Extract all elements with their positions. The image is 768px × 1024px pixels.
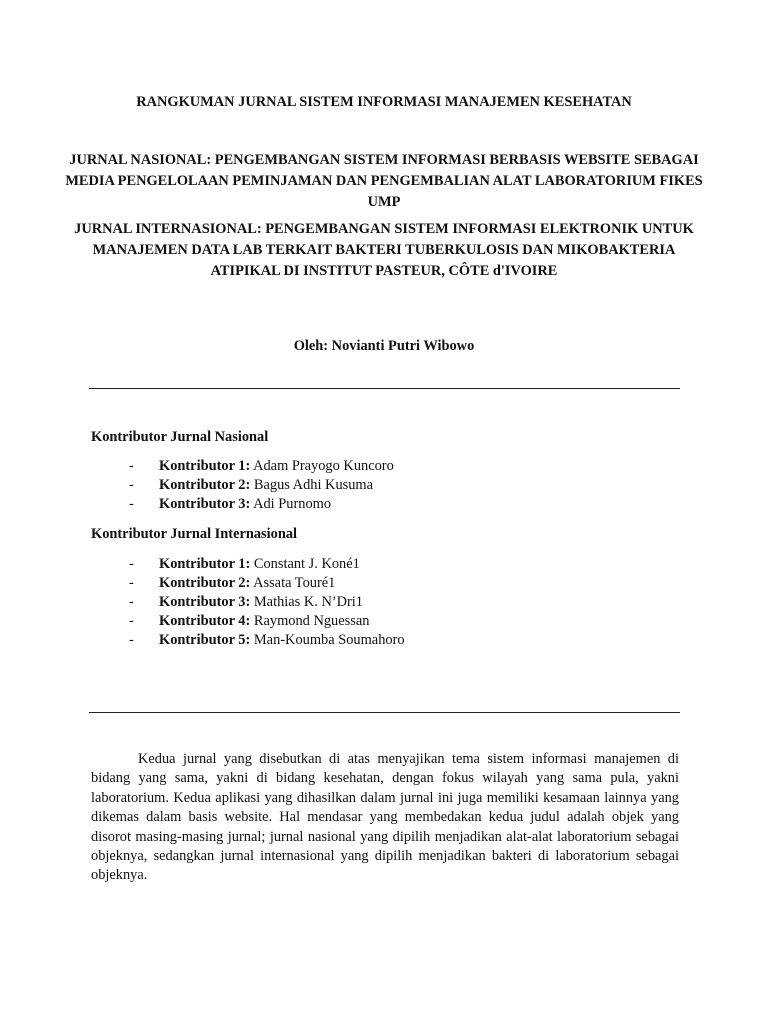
contributor-item [0,593,768,612]
author-line: Oleh: Novianti Putri Wibowo [293,338,475,354]
contributor-item [0,574,768,593]
contributor-name: Adam Prayogo Kuncoro [253,458,394,474]
list-dash: - [129,556,134,572]
contributor-name: Adi Purnomo [253,496,332,512]
contributor-name: Man-Koumba Soumahoro [253,632,405,648]
contributor-role: Kontributor 1: [159,556,251,572]
contributor-text [159,631,405,650]
list-dash: - [129,575,134,591]
contributor-item [0,631,768,650]
main-title: RANGKUMAN JURNAL SISTEM INFORMASI MANAJEMEN KESEHATAN [136,94,632,110]
contributor-item [0,612,768,631]
national-contributors-heading: Kontributor Jurnal Nasional [91,429,269,445]
divider-bottom [89,712,680,713]
contributor-role: Kontributor 4: [159,613,251,629]
contributor-role: Kontributor 2: [159,477,251,493]
list-dash: - [129,496,134,512]
contributor-role: Kontributor 2: [159,575,251,591]
contributor-text [159,593,363,612]
contributor-name: Raymond Nguessan [253,613,370,629]
list-dash: - [129,594,134,610]
contributor-name: Constant J. Koné1 [253,556,360,572]
contributor-name: Assata Touré1 [253,575,336,591]
contributor-name: Bagus Adhi Kusuma [253,477,374,493]
contributor-role: Kontributor 3: [159,594,251,610]
contributor-text [159,495,331,514]
list-dash: - [129,613,134,629]
national-contributors-list [0,457,768,514]
international-journal-title: JURNAL INTERNASIONAL: PENGEMBANGAN SISTEM INFORMASI ELEKTRONIK UNTUK MANAJEMEN DATA LAB TERKAIT BAKTERI TUBERKULOSIS DAN MIKOBAKTERIA ATIPIKAL DI INSTITUT PASTEUR, CÔTE d'IVOIRE [74,221,694,279]
contributor-name: Mathias K. N’Dri1 [253,594,364,610]
contributor-text [159,457,394,476]
contributor-role: Kontributor 5: [159,632,251,648]
list-dash: - [129,477,134,493]
contributor-text [159,476,373,495]
list-dash: - [129,632,134,648]
contributor-item [0,457,768,476]
national-journal-title: JURNAL NASIONAL: PENGEMBANGAN SISTEM INFORMASI BERBASIS WEBSITE SEBAGAI MEDIA PENGELOLAAN PEMINJAMAN DAN PENGEMBALIAN ALAT LABORATORIUM FIKES UMP [65,152,703,210]
contributor-role: Kontributor 1: [159,458,251,474]
list-dash: - [129,458,134,474]
contributor-text [159,555,360,574]
summary-paragraph: Kedua jurnal yang disebutkan di atas menyajikan tema sistem informasi manajemen di bidang yang sama, yakni di bidang kesehatan, dengan fokus wilayah yang sama pula, yakni laboratorium. Kedua aplikasi yang dihasilkan dalam jurnal ini juga memiliki kesamaan lainnya yang dikemas dalam basis website. Hal mendasar yang membedakan kedua judul adalah objek yang disorot masing-masing jurnal; jurnal nasional yang dipilih menjadikan alat-alat laboratorium sebagai objeknya, sedangkan jurnal internasional yang dipilih menjadikan bakteri di laboratorium sebagai objeknya. [91,751,679,884]
contributor-item [0,495,768,514]
international-contributors-heading: Kontributor Jurnal Internasional [91,526,298,542]
international-contributors-list [0,555,768,650]
divider-top [89,388,680,389]
contributor-text [159,574,335,593]
contributor-text [159,612,369,631]
contributor-role: Kontributor 3: [159,496,251,512]
contributor-item [0,555,768,574]
contributor-item [0,476,768,495]
